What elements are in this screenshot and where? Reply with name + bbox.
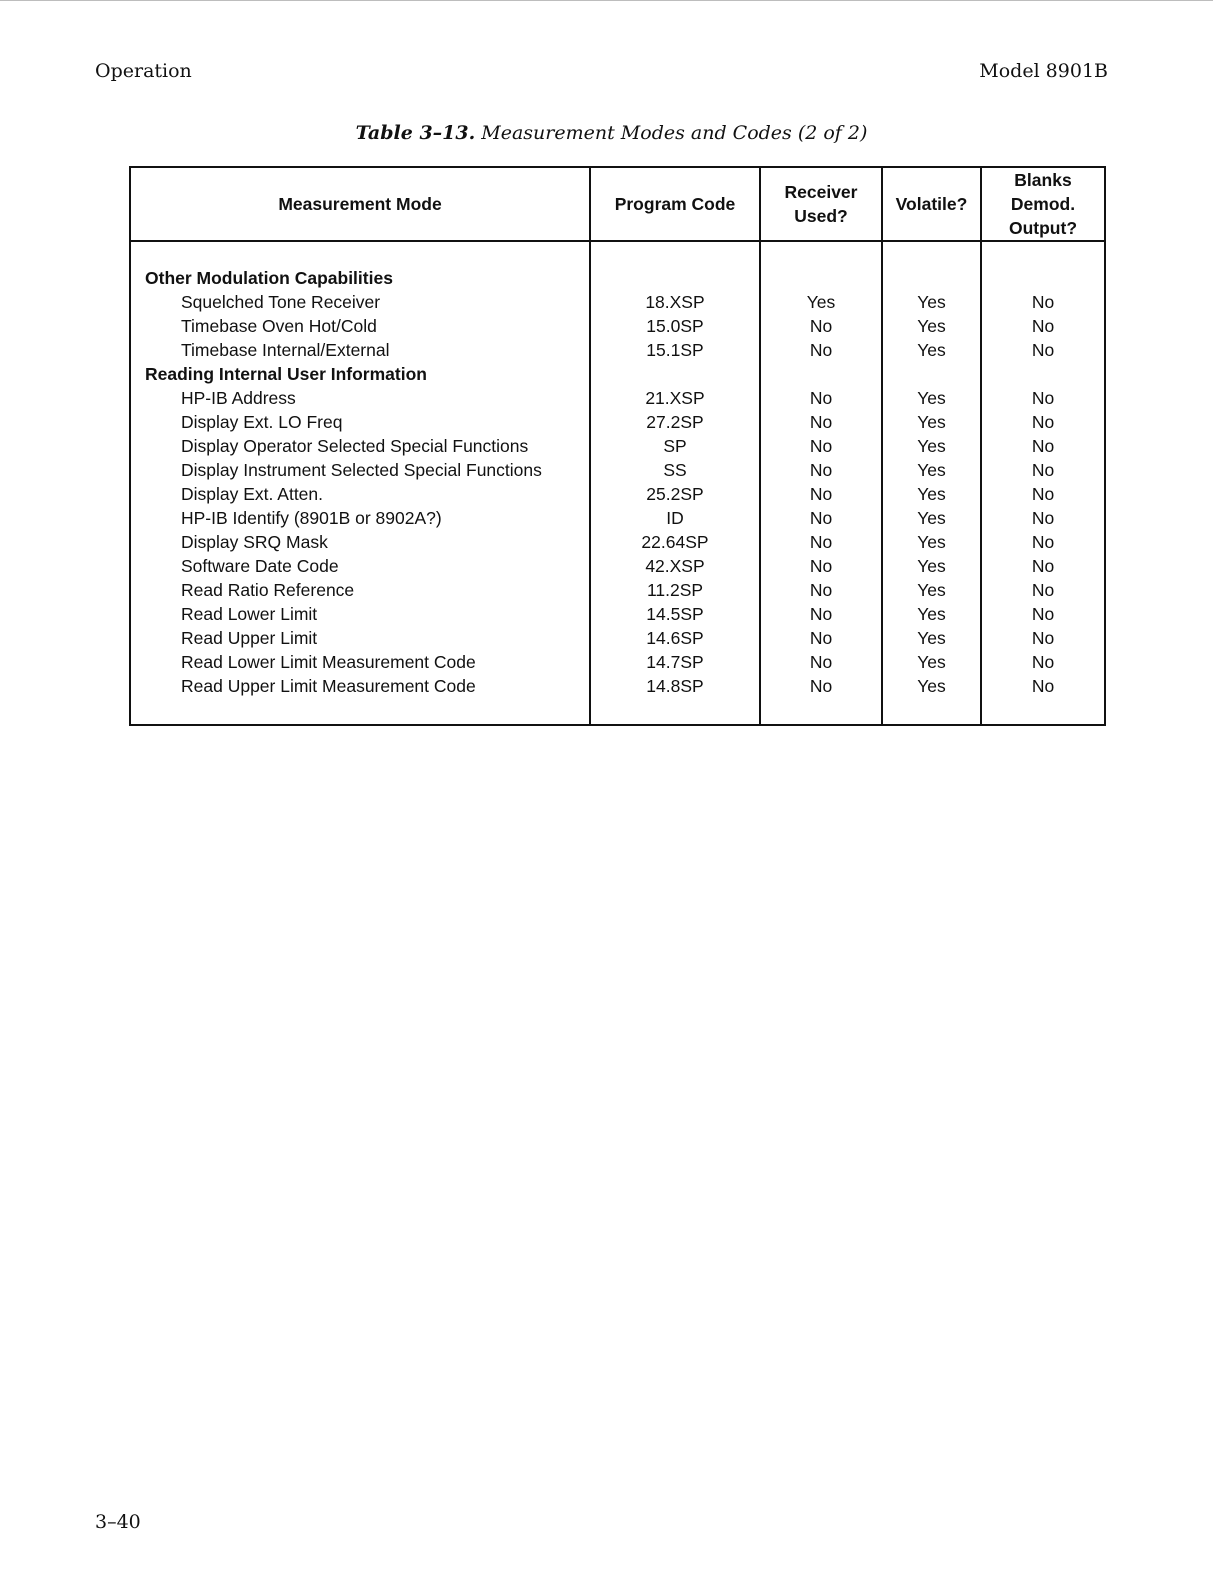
cell-receiver-used: No (760, 602, 882, 626)
cell-receiver-used: No (760, 578, 882, 602)
column-header-volatile-label: Volatile? (895, 194, 968, 214)
table-row (130, 338, 1105, 362)
cell-volatile: Yes (882, 458, 981, 482)
cell-receiver-used: No (760, 314, 882, 338)
cell-measurement-mode: Software Date Code (130, 554, 590, 578)
cell-measurement-mode: Reading Internal User Information (130, 362, 590, 386)
cell-measurement-mode: Read Lower Limit (130, 602, 590, 626)
page-number: 3–40 (95, 1511, 141, 1533)
table-row (130, 434, 1105, 458)
table-caption (0, 122, 1213, 144)
cell-receiver-used (760, 266, 882, 290)
cell-blanks-demod-output: No (981, 458, 1105, 482)
cell-receiver-used: No (760, 554, 882, 578)
cell-receiver-used: No (760, 626, 882, 650)
column-header-receiver-used (760, 167, 882, 241)
cell-volatile: Yes (882, 290, 981, 314)
cell-receiver-used: No (760, 338, 882, 362)
cell-program-code: 42.XSP (590, 554, 760, 578)
cell-volatile: Yes (882, 578, 981, 602)
cell-receiver-used: No (760, 386, 882, 410)
table-row (130, 314, 1105, 338)
cell-volatile: Yes (882, 410, 981, 434)
cell-volatile (882, 266, 981, 290)
cell-blanks-demod-output: No (981, 602, 1105, 626)
cell-program-code: 14.5SP (590, 602, 760, 626)
cell-volatile: Yes (882, 386, 981, 410)
top-rule (0, 0, 1213, 1)
table-row (130, 458, 1105, 482)
cell-receiver-used: No (760, 434, 882, 458)
table-spacer-row (130, 698, 1105, 725)
cell-measurement-mode: Squelched Tone Receiver (130, 290, 590, 314)
table-row (130, 578, 1105, 602)
cell-blanks-demod-output (981, 266, 1105, 290)
cell-blanks-demod-output: No (981, 506, 1105, 530)
cell-program-code: 14.8SP (590, 674, 760, 698)
cell-receiver-used: No (760, 410, 882, 434)
cell-measurement-mode: Display Ext. Atten. (130, 482, 590, 506)
column-header-blanks-line-2: Demod. (1010, 194, 1076, 214)
cell-blanks-demod-output: No (981, 482, 1105, 506)
cell-measurement-mode: Display Operator Selected Special Functions (130, 434, 590, 458)
cell-measurement-mode: Read Upper Limit Measurement Code (130, 674, 590, 698)
cell-measurement-mode: Other Modulation Capabilities (130, 266, 590, 290)
column-header-volatile (882, 167, 981, 241)
running-header-model: Model 8901B (979, 60, 1108, 82)
table-row (130, 554, 1105, 578)
cell-program-code: 14.6SP (590, 626, 760, 650)
cell-receiver-used: No (760, 458, 882, 482)
cell-program-code: 15.0SP (590, 314, 760, 338)
cell-measurement-mode: Read Upper Limit (130, 626, 590, 650)
cell-program-code: SP (590, 434, 760, 458)
cell-volatile: Yes (882, 650, 981, 674)
column-header-measurement-mode (130, 167, 590, 241)
cell-volatile: Yes (882, 434, 981, 458)
cell-measurement-mode: Read Ratio Reference (130, 578, 590, 602)
cell-blanks-demod-output (981, 362, 1105, 386)
table-group-row (130, 362, 1105, 386)
cell-program-code: ID (590, 506, 760, 530)
table-header-row (130, 167, 1105, 241)
table-row (130, 386, 1105, 410)
cell-program-code: 27.2SP (590, 410, 760, 434)
table-caption-number: Table 3–13. (355, 122, 476, 144)
cell-measurement-mode: Read Lower Limit Measurement Code (130, 650, 590, 674)
cell-blanks-demod-output: No (981, 626, 1105, 650)
cell-receiver-used: No (760, 530, 882, 554)
column-header-program-code-label: Program Code (614, 194, 736, 214)
cell-volatile: Yes (882, 674, 981, 698)
table-spacer-row (130, 241, 1105, 266)
cell-program-code: SS (590, 458, 760, 482)
cell-measurement-mode: Timebase Internal/External (130, 338, 590, 362)
column-header-blanks-line-1: Blanks (1014, 170, 1072, 190)
cell-blanks-demod-output: No (981, 386, 1105, 410)
cell-measurement-mode: HP-IB Address (130, 386, 590, 410)
cell-blanks-demod-output: No (981, 290, 1105, 314)
cell-blanks-demod-output: No (981, 434, 1105, 458)
column-header-program-code (590, 167, 760, 241)
cell-program-code: 11.2SP (590, 578, 760, 602)
cell-blanks-demod-output: No (981, 410, 1105, 434)
table-row (130, 506, 1105, 530)
cell-receiver-used: No (760, 482, 882, 506)
cell-volatile: Yes (882, 530, 981, 554)
cell-blanks-demod-output: No (981, 578, 1105, 602)
column-header-measurement-mode-label: Measurement Mode (278, 194, 442, 214)
cell-volatile: Yes (882, 338, 981, 362)
cell-receiver-used: No (760, 674, 882, 698)
cell-volatile: Yes (882, 626, 981, 650)
cell-receiver-used (760, 362, 882, 386)
table-row (130, 290, 1105, 314)
running-header-section: Operation (95, 60, 192, 82)
cell-program-code: 25.2SP (590, 482, 760, 506)
cell-measurement-mode: Timebase Oven Hot/Cold (130, 314, 590, 338)
table-group-row (130, 266, 1105, 290)
cell-blanks-demod-output: No (981, 554, 1105, 578)
cell-program-code (590, 362, 760, 386)
cell-measurement-mode: Display Instrument Selected Special Functions (130, 458, 590, 482)
cell-program-code: 21.XSP (590, 386, 760, 410)
cell-volatile: Yes (882, 602, 981, 626)
table-row (130, 530, 1105, 554)
table-caption-title: Measurement Modes and Codes (2 of 2) (481, 122, 868, 144)
table-row (130, 602, 1105, 626)
cell-volatile: Yes (882, 554, 981, 578)
cell-program-code: 22.64SP (590, 530, 760, 554)
table-row (130, 410, 1105, 434)
table-row (130, 626, 1105, 650)
cell-volatile: Yes (882, 506, 981, 530)
cell-measurement-mode: HP-IB Identify (8901B or 8902A?) (130, 506, 590, 530)
cell-volatile (882, 362, 981, 386)
cell-program-code: 18.XSP (590, 290, 760, 314)
cell-volatile: Yes (882, 482, 981, 506)
column-header-receiver-line-2: Used? (794, 206, 848, 226)
cell-blanks-demod-output: No (981, 338, 1105, 362)
cell-program-code (590, 266, 760, 290)
cell-measurement-mode: Display SRQ Mask (130, 530, 590, 554)
cell-receiver-used: No (760, 650, 882, 674)
column-header-receiver-line-1: Receiver (784, 182, 858, 202)
table-row (130, 674, 1105, 698)
table-row (130, 482, 1105, 506)
table-row (130, 650, 1105, 674)
cell-receiver-used: Yes (760, 290, 882, 314)
cell-blanks-demod-output: No (981, 314, 1105, 338)
column-header-blanks-line-3: Output? (1008, 218, 1078, 238)
cell-blanks-demod-output: No (981, 674, 1105, 698)
cell-blanks-demod-output: No (981, 530, 1105, 554)
column-header-blanks-demod-output (981, 167, 1105, 241)
cell-program-code: 14.7SP (590, 650, 760, 674)
cell-program-code: 15.1SP (590, 338, 760, 362)
cell-volatile: Yes (882, 314, 981, 338)
cell-blanks-demod-output: No (981, 650, 1105, 674)
table-body (130, 241, 1105, 725)
measurement-codes-table (129, 166, 1106, 726)
cell-measurement-mode: Display Ext. LO Freq (130, 410, 590, 434)
cell-receiver-used: No (760, 506, 882, 530)
